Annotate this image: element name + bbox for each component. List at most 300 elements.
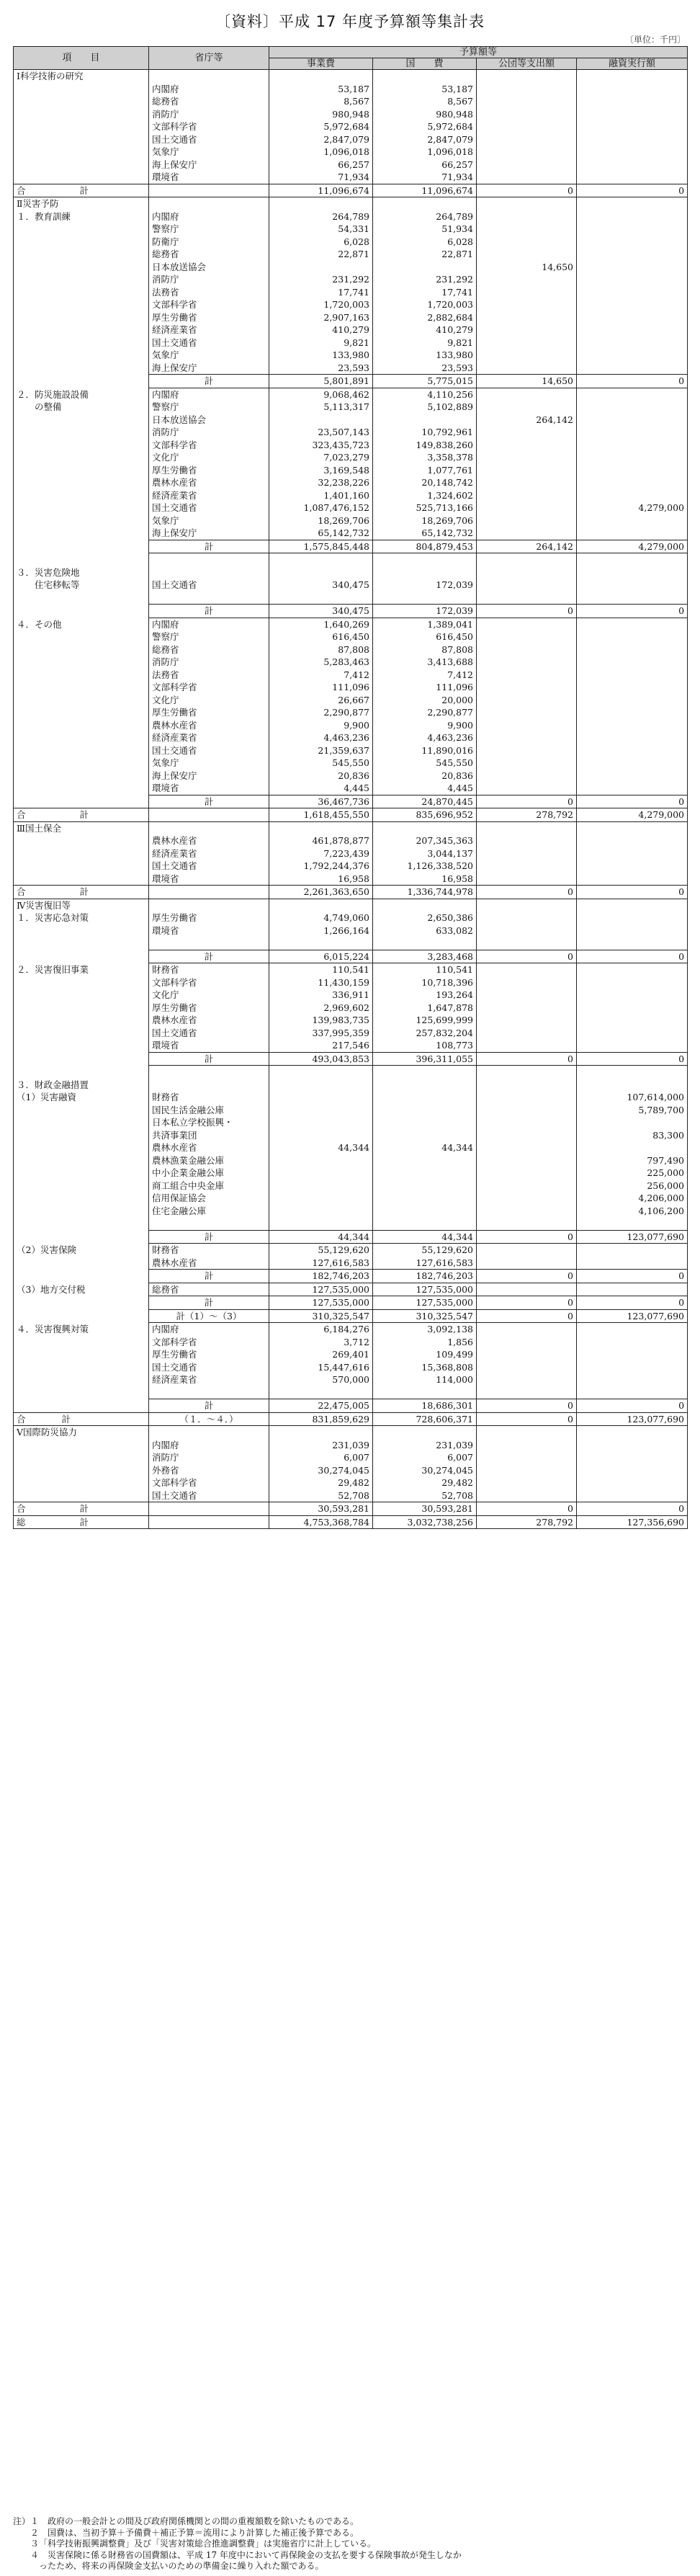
cell-kuni: 6,007 (373, 1451, 477, 1464)
cell-item (14, 1296, 149, 1310)
cell-koko (477, 937, 577, 950)
cell-ministry: 海上保安庁 (149, 527, 269, 540)
cell-jigyo: 7,412 (269, 669, 373, 682)
cell-kuni (373, 566, 477, 579)
header-yushi: 融資実行額 (577, 58, 688, 70)
cell-jigyo: 2,969,602 (269, 1002, 373, 1015)
cell-koko: 0 (477, 1052, 577, 1066)
cell-jigyo (269, 1205, 373, 1218)
cell-kuni: 310,325,547 (373, 1309, 477, 1323)
cell-koko (477, 1079, 577, 1092)
cell-item: 総 計 (14, 1515, 149, 1529)
cell-ministry: 経済産業省 (149, 1373, 269, 1386)
cell-kuni (373, 1079, 477, 1092)
cell-koko (477, 706, 577, 719)
cell-kuni: 4,463,236 (373, 731, 477, 744)
cell-yushi (577, 1141, 688, 1154)
cell-kuni: 835,696,952 (373, 808, 477, 822)
cell-jigyo: 1,266,164 (269, 924, 373, 937)
cell-item: ３．災害危険地 (14, 566, 149, 579)
cell-kuni: 3,413,688 (373, 656, 477, 669)
cell-yushi (577, 1066, 688, 1079)
cell-ministry: 警察庁 (149, 223, 269, 236)
cell-item (14, 527, 149, 540)
cell-item (14, 171, 149, 184)
cell-jigyo (269, 70, 373, 83)
cell-jigyo: 1,575,845,448 (269, 540, 373, 553)
cell-koko (477, 731, 577, 744)
cell-ministry: 文部科学省 (149, 1336, 269, 1349)
table-row (14, 566, 688, 579)
cell-yushi (577, 337, 688, 349)
cell-yushi (577, 1426, 688, 1439)
cell-yushi: 256,000 (577, 1180, 688, 1193)
table-row (14, 821, 688, 834)
cell-kuni: 172,039 (373, 605, 477, 618)
cell-item (14, 860, 149, 873)
cell-item (14, 656, 149, 669)
cell-ministry: 環境省 (149, 924, 269, 937)
cell-koko (477, 236, 577, 249)
cell-item (14, 719, 149, 732)
cell-ministry: 計 (149, 1052, 269, 1066)
cell-koko (477, 210, 577, 223)
cell-ministry: 消防庁 (149, 108, 269, 121)
cell-item: 合 計 (14, 808, 149, 822)
cell-jigyo: 2,290,877 (269, 706, 373, 719)
table-row (14, 146, 688, 159)
cell-yushi (577, 1373, 688, 1386)
cell-item (14, 502, 149, 514)
cell-yushi (577, 847, 688, 860)
cell-yushi (577, 1002, 688, 1015)
cell-kuni: 1,324,602 (373, 489, 477, 502)
table-row (14, 1336, 688, 1349)
table-row (14, 1154, 688, 1167)
cell-ministry (149, 566, 269, 579)
cell-kuni: 44,344 (373, 1230, 477, 1244)
cell-jigyo: 2,907,163 (269, 311, 373, 324)
cell-item (14, 1052, 149, 1066)
cell-yushi (577, 311, 688, 324)
cell-yushi (577, 553, 688, 566)
cell-jigyo: 980,948 (269, 108, 373, 121)
cell-kuni: 3,044,137 (373, 847, 477, 860)
table-header (14, 47, 688, 70)
cell-koko (477, 1244, 577, 1257)
cell-item (14, 782, 149, 795)
cell-kuni: 525,713,166 (373, 502, 477, 514)
cell-ministry: 農林漁業金融公庫 (149, 1154, 269, 1167)
table-row (14, 1257, 688, 1270)
table-row (14, 963, 688, 976)
cell-koko: 0 (477, 1412, 577, 1426)
cell-ministry: 計 (149, 375, 269, 388)
cell-koko (477, 1027, 577, 1040)
cell-yushi: 83,300 (577, 1129, 688, 1142)
cell-ministry: 商工組合中央金庫 (149, 1180, 269, 1193)
cell-kuni: 6,028 (373, 236, 477, 249)
cell-jigyo: 264,789 (269, 210, 373, 223)
cell-koko (477, 337, 577, 349)
table-row (14, 1373, 688, 1386)
cell-koko (477, 95, 577, 108)
cell-yushi: 107,614,000 (577, 1091, 688, 1104)
table-row (14, 669, 688, 682)
cell-ministry: 文化庁 (149, 451, 269, 464)
table-row (14, 401, 688, 414)
cell-ministry: 環境省 (149, 1039, 269, 1052)
cell-jigyo: 15,447,616 (269, 1361, 373, 1374)
cell-ministry: 消防庁 (149, 426, 269, 439)
cell-ministry: 環境省 (149, 782, 269, 795)
cell-ministry: 計 (149, 795, 269, 808)
cell-ministry: 厚生労働省 (149, 1002, 269, 1015)
cell-kuni: 55,129,620 (373, 1244, 477, 1257)
cell-jigyo: 1,096,018 (269, 146, 373, 159)
cell-kuni (373, 70, 477, 83)
cell-ministry: 計 (149, 540, 269, 553)
cell-item (14, 1002, 149, 1015)
cell-kuni: 53,187 (373, 83, 477, 96)
cell-yushi (577, 1361, 688, 1374)
cell-jigyo (269, 1217, 373, 1230)
cell-koko (477, 362, 577, 375)
cell-item (14, 83, 149, 96)
cell-jigyo (269, 1180, 373, 1193)
cell-yushi (577, 388, 688, 401)
table-row (14, 605, 688, 618)
cell-yushi: 797,490 (577, 1154, 688, 1167)
cell-yushi (577, 719, 688, 732)
cell-item (14, 847, 149, 860)
cell-ministry (149, 886, 269, 899)
cell-kuni (373, 553, 477, 566)
cell-ministry: 国土交通省 (149, 579, 269, 592)
cell-item (14, 95, 149, 108)
cell-koko (477, 273, 577, 286)
cell-item (14, 770, 149, 783)
cell-item (14, 873, 149, 886)
cell-koko (477, 388, 577, 401)
cell-kuni: 231,039 (373, 1439, 477, 1452)
cell-yushi (577, 1116, 688, 1129)
cell-ministry (149, 1426, 269, 1439)
cell-ministry: 気象庁 (149, 514, 269, 527)
cell-jigyo: 139,983,735 (269, 1014, 373, 1027)
cell-koko (477, 630, 577, 643)
cell-koko: 0 (477, 950, 577, 963)
cell-item (14, 1192, 149, 1205)
table-row (14, 184, 688, 197)
cell-ministry (149, 1502, 269, 1516)
cell-kuni: 51,934 (373, 223, 477, 236)
cell-yushi (577, 236, 688, 249)
cell-kuni (373, 899, 477, 912)
cell-kuni: 410,279 (373, 324, 477, 337)
cell-jigyo: 23,507,143 (269, 426, 373, 439)
cell-yushi (577, 694, 688, 707)
cell-ministry: 農林水産省 (149, 1257, 269, 1270)
cell-jigyo (269, 1154, 373, 1167)
table-row (14, 1399, 688, 1413)
cell-yushi (577, 643, 688, 656)
cell-ministry: 農林水産省 (149, 1014, 269, 1027)
cell-koko (477, 782, 577, 795)
cell-kuni: 87,808 (373, 643, 477, 656)
cell-item (14, 669, 149, 682)
cell-kuni: 20,836 (373, 770, 477, 783)
cell-jigyo: 545,550 (269, 757, 373, 770)
cell-kuni: 3,283,468 (373, 950, 477, 963)
cell-jigyo (269, 1386, 373, 1399)
cell-kuni: 9,900 (373, 719, 477, 732)
cell-item (14, 989, 149, 1002)
cell-yushi (577, 976, 688, 989)
table-row (14, 1412, 688, 1426)
cell-koko (477, 1217, 577, 1230)
cell-kuni: 23,593 (373, 362, 477, 375)
footnote: ったため、将来の再保険金支払いのための準備金に繰り入れた額である。 (13, 2561, 324, 2571)
cell-koko (477, 133, 577, 146)
cell-yushi: 0 (577, 375, 688, 388)
cell-ministry: 財務省 (149, 1244, 269, 1257)
cell-jigyo: 16,958 (269, 873, 373, 886)
cell-yushi (577, 159, 688, 171)
cell-jigyo: 5,283,463 (269, 656, 373, 669)
cell-koko (477, 171, 577, 184)
cell-kuni: 127,535,000 (373, 1296, 477, 1310)
cell-jigyo: 7,023,279 (269, 451, 373, 464)
header-jigyo: 事業費 (269, 58, 373, 70)
cell-koko: 14,650 (477, 261, 577, 274)
cell-item (14, 349, 149, 362)
cell-yushi (577, 1439, 688, 1452)
cell-kuni: 2,847,079 (373, 133, 477, 146)
table-row (14, 630, 688, 643)
cell-koko (477, 286, 577, 299)
cell-item (14, 605, 149, 618)
cell-jigyo: 1,640,269 (269, 618, 373, 630)
cell-koko (477, 834, 577, 847)
cell-item (14, 950, 149, 963)
cell-ministry: 内閣府 (149, 388, 269, 401)
cell-jigyo: 6,028 (269, 236, 373, 249)
cell-item (14, 261, 149, 274)
cell-kuni: 264,789 (373, 210, 477, 223)
table-row (14, 731, 688, 744)
cell-koko (477, 643, 577, 656)
cell-jigyo: 127,616,583 (269, 1257, 373, 1270)
cell-jigyo: 23,593 (269, 362, 373, 375)
cell-item: Ⅰ科学技術の研究 (14, 70, 149, 83)
cell-koko (477, 757, 577, 770)
cell-ministry: 環境省 (149, 873, 269, 886)
cell-yushi: 5,789,700 (577, 1104, 688, 1117)
cell-ministry: 計 (149, 1296, 269, 1310)
cell-kuni: 15,368,808 (373, 1361, 477, 1374)
cell-ministry (149, 197, 269, 210)
cell-ministry (149, 1515, 269, 1529)
cell-jigyo (269, 1192, 373, 1205)
cell-ministry: 海上保安庁 (149, 159, 269, 171)
cell-ministry (149, 553, 269, 566)
cell-koko: 0 (477, 795, 577, 808)
table-row (14, 1230, 688, 1244)
cell-ministry: 気象庁 (149, 146, 269, 159)
cell-yushi: 0 (577, 1270, 688, 1283)
table-row (14, 426, 688, 439)
cell-item (14, 1476, 149, 1489)
cell-item (14, 706, 149, 719)
table-row (14, 1079, 688, 1092)
cell-item (14, 1066, 149, 1079)
cell-koko: 278,792 (477, 808, 577, 822)
cell-kuni: 66,257 (373, 159, 477, 171)
cell-yushi (577, 566, 688, 579)
cell-jigyo: 5,113,317 (269, 401, 373, 414)
cell-yushi (577, 439, 688, 452)
cell-koko: 0 (477, 886, 577, 899)
cell-jigyo: 7,223,439 (269, 847, 373, 860)
cell-koko (477, 223, 577, 236)
cell-koko (477, 1386, 577, 1399)
cell-kuni (373, 414, 477, 427)
table-row (14, 273, 688, 286)
unit-note: 〔単位：千円〕 (624, 35, 686, 45)
cell-jigyo: 71,934 (269, 171, 373, 184)
footnote: 注）１ 政府の一般会計との間及び政府関係機関との間の重複額数を除いたものである。 (13, 2516, 359, 2526)
cell-kuni: 1,096,018 (373, 146, 477, 159)
cell-kuni: 5,972,684 (373, 120, 477, 133)
cell-koko (477, 1257, 577, 1270)
cell-koko: 0 (477, 184, 577, 197)
cell-koko (477, 719, 577, 732)
cell-yushi (577, 210, 688, 223)
table-row (14, 133, 688, 146)
cell-kuni (373, 592, 477, 605)
cell-jigyo: 6,007 (269, 1451, 373, 1464)
cell-koko (477, 1336, 577, 1349)
table-row (14, 924, 688, 937)
cell-jigyo: 6,015,224 (269, 950, 373, 963)
cell-item: ４．災害復興対策 (14, 1323, 149, 1336)
cell-item (14, 1309, 149, 1323)
cell-koko (477, 1154, 577, 1167)
table-row (14, 1451, 688, 1464)
cell-yushi (577, 1348, 688, 1361)
cell-kuni: 1,720,003 (373, 298, 477, 311)
cell-jigyo: 1,792,244,376 (269, 860, 373, 873)
table-row (14, 834, 688, 847)
footnotes (13, 2516, 687, 2572)
cell-item (14, 681, 149, 694)
cell-jigyo: 22,871 (269, 248, 373, 261)
cell-koko: 0 (477, 1502, 577, 1516)
cell-yushi (577, 731, 688, 744)
cell-jigyo: 36,467,736 (269, 795, 373, 808)
table-row (14, 210, 688, 223)
cell-item (14, 744, 149, 757)
cell-kuni (373, 1180, 477, 1193)
cell-koko (477, 1348, 577, 1361)
cell-jigyo: 4,753,368,784 (269, 1515, 373, 1529)
cell-jigyo (269, 1066, 373, 1079)
table-row (14, 1476, 688, 1489)
table-row (14, 1426, 688, 1439)
table-row (14, 464, 688, 477)
cell-yushi: 4,279,000 (577, 808, 688, 822)
cell-jigyo (269, 1116, 373, 1129)
cell-yushi (577, 83, 688, 96)
table-row (14, 937, 688, 950)
cell-kuni: 17,741 (373, 286, 477, 299)
table-row (14, 1192, 688, 1205)
cell-koko: 264,142 (477, 414, 577, 427)
table-row (14, 579, 688, 592)
cell-jigyo: 616,450 (269, 630, 373, 643)
cell-ministry: 海上保安庁 (149, 770, 269, 783)
cell-kuni: 11,096,674 (373, 184, 477, 197)
cell-yushi (577, 937, 688, 950)
cell-kuni: 616,450 (373, 630, 477, 643)
cell-item (14, 1116, 149, 1129)
table-row (14, 1283, 688, 1296)
cell-koko (477, 439, 577, 452)
cell-item (14, 1464, 149, 1477)
cell-yushi (577, 401, 688, 414)
cell-kuni: 114,000 (373, 1373, 477, 1386)
cell-item (14, 540, 149, 553)
table-row (14, 1515, 688, 1529)
table-row (14, 656, 688, 669)
cell-yushi (577, 821, 688, 834)
cell-jigyo (269, 1129, 373, 1142)
cell-koko (477, 1283, 577, 1296)
cell-ministry: 国土交通省 (149, 133, 269, 146)
cell-item (14, 1039, 149, 1052)
cell-yushi: 4,279,000 (577, 502, 688, 514)
cell-kuni: 127,616,583 (373, 1257, 477, 1270)
cell-item (14, 1104, 149, 1117)
cell-yushi (577, 1079, 688, 1092)
table-row (14, 706, 688, 719)
cell-item: （1）災害融資 (14, 1091, 149, 1104)
cell-jigyo: 493,043,853 (269, 1052, 373, 1066)
cell-kuni: 20,148,742 (373, 476, 477, 489)
cell-koko (477, 899, 577, 912)
table-row (14, 362, 688, 375)
cell-yushi (577, 630, 688, 643)
cell-yushi (577, 273, 688, 286)
table-row (14, 324, 688, 337)
cell-jigyo: 4,445 (269, 782, 373, 795)
table-row (14, 1502, 688, 1516)
cell-koko: 264,142 (477, 540, 577, 553)
cell-item (14, 553, 149, 566)
cell-ministry: （１．～４．） (149, 1412, 269, 1426)
table-row (14, 1489, 688, 1502)
cell-koko (477, 566, 577, 579)
cell-jigyo: 30,593,281 (269, 1502, 373, 1516)
table-row (14, 1129, 688, 1142)
cell-item (14, 311, 149, 324)
cell-ministry: 文部科学省 (149, 298, 269, 311)
cell-yushi (577, 1014, 688, 1027)
cell-yushi: 0 (577, 1502, 688, 1516)
cell-kuni: 2,882,684 (373, 311, 477, 324)
cell-jigyo: 55,129,620 (269, 1244, 373, 1257)
